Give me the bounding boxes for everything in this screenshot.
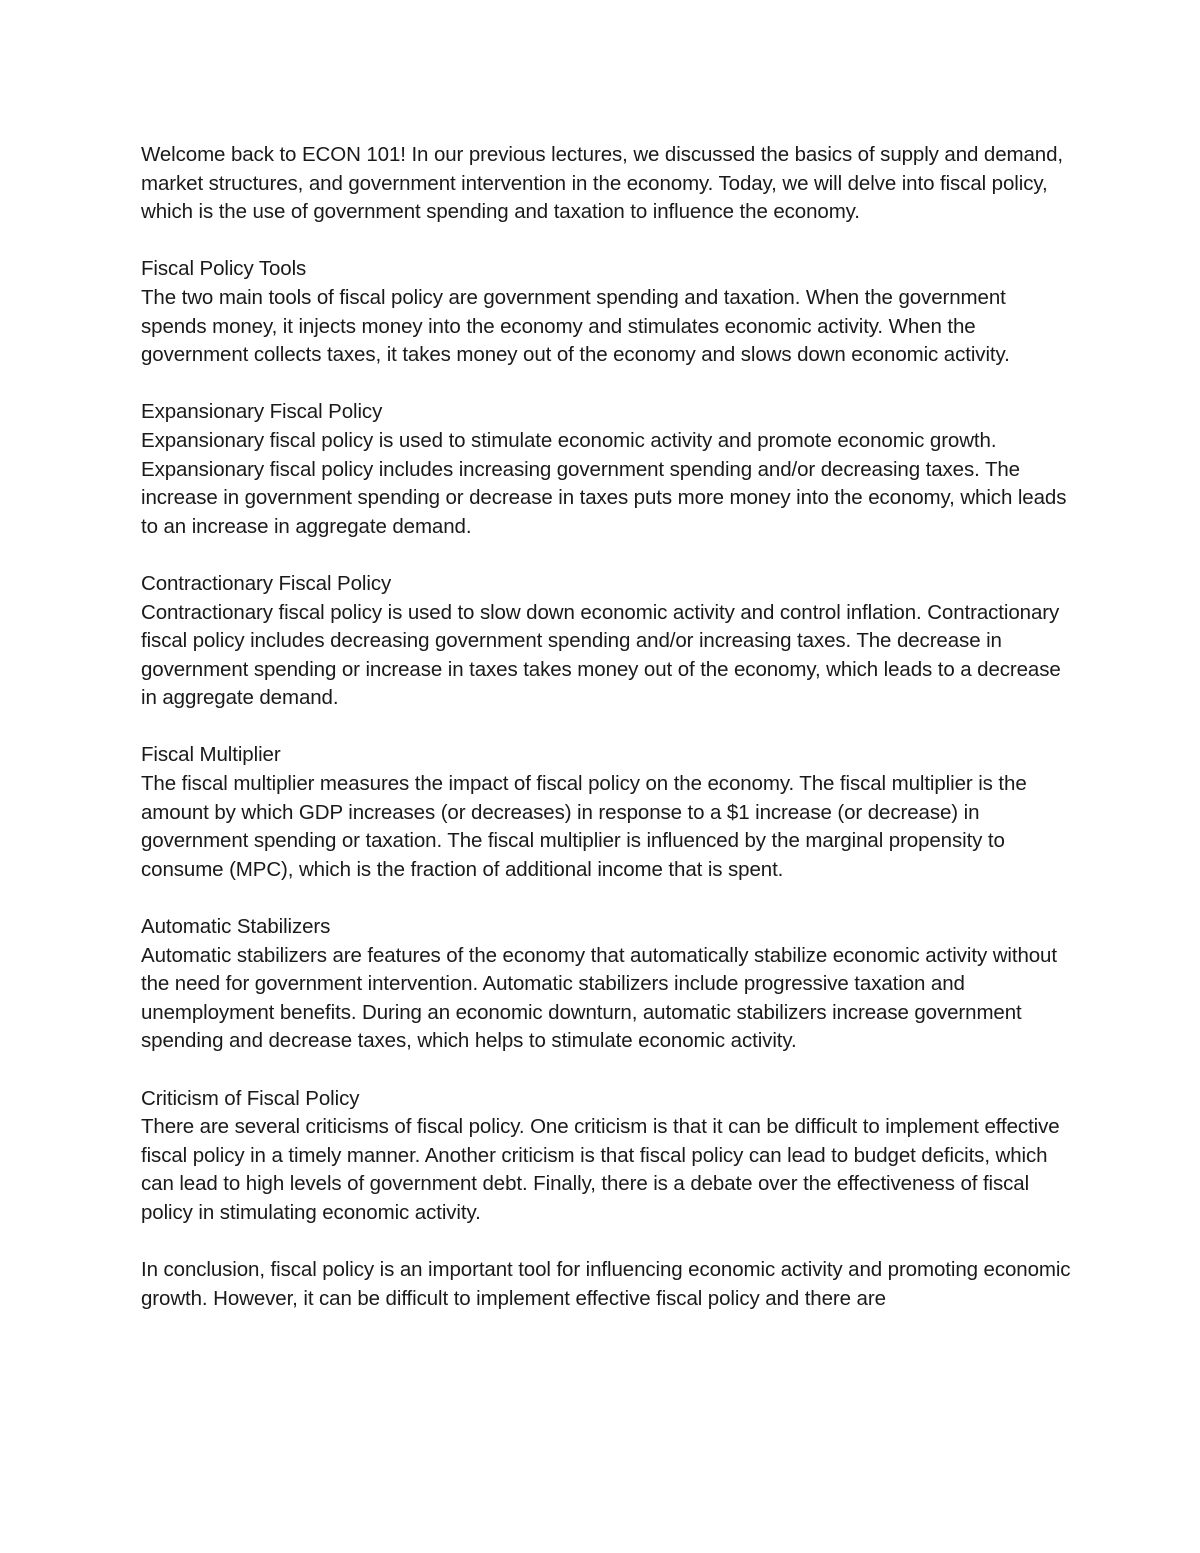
section-automatic-stabilizers — [141, 913, 1071, 1056]
section-criticism-of-fiscal-policy — [141, 1085, 1071, 1228]
section-heading: Fiscal Policy Tools — [141, 257, 307, 281]
section-contractionary-fiscal-policy — [141, 570, 1071, 713]
section-body: There are several criticisms of fiscal policy. One criticism is that it can be difficult to implement effective fiscal policy in a timely manner. Another criticism is that fiscal policy can lead to budget deficits, which can lead to high levels of government debt. Finally, there is a debate over the effectiveness of fiscal policy in stimulating economic activity. — [141, 1115, 1060, 1224]
section-fiscal-policy-tools — [141, 255, 1071, 369]
section-body: Contractionary fiscal policy is used to slow down economic activity and control inflation. Contractionary fiscal policy includes decreasing government spending and/or increasing taxes. The decrease in government spending or increase in taxes takes money out of the economy, which leads to a decrease in aggregate demand. — [141, 600, 1061, 710]
conclusion-paragraph: In conclusion, fiscal policy is an important tool for influencing economic activity and promoting economic growth. However, it can be difficult to implement effective fiscal policy and there are — [141, 1258, 1071, 1310]
section-heading: Criticism of Fiscal Policy — [141, 1086, 360, 1110]
intro-paragraph: Welcome back to ECON 101! In our previous lectures, we discussed the basics of supply and demand, market structures, and government intervention in the economy. Today, we will delve into fiscal policy, which is the use of government spending and taxation to influence the economy. — [141, 143, 1064, 224]
section-heading: Expansionary Fiscal Policy — [141, 400, 383, 424]
section-body: Automatic stabilizers are features of the economy that automatically stabilize economic activity without the need for government intervention. Automatic stabilizers include progressive taxation and unemployment benefits. During an economic downturn, automatic stabilizers increase government spending and decrease taxes, which helps to stimulate economic activity. — [141, 943, 1057, 1053]
section-heading: Contractionary Fiscal Policy — [141, 571, 392, 595]
section-heading: Automatic Stabilizers — [141, 915, 331, 939]
section-body: The fiscal multiplier measures the impact of fiscal policy on the economy. The fiscal multiplier is the amount by which GDP increases (or decreases) in response to a $1 increase (or decrease) in government spending or taxation. The fiscal multiplier is influenced by the marginal propensity to consume (MPC), which is the fraction of additional income that is spent. — [141, 772, 1027, 881]
section-fiscal-multiplier — [141, 741, 1071, 884]
document-page — [141, 141, 1071, 1342]
section-expansionary-fiscal-policy — [141, 398, 1071, 541]
section-body: The two main tools of fiscal policy are government spending and taxation. When the government spends money, it injects money into the economy and stimulates economic activity. When the government collects taxes, it takes money out of the economy and slows down economic activity. — [141, 285, 1010, 367]
section-heading: Fiscal Multiplier — [141, 743, 281, 767]
section-body: Expansionary fiscal policy is used to stimulate economic activity and promote economic growth. Expansionary fiscal policy includes increasing government spending and/or decreasing taxes. The increase in government spending or decrease in taxes puts more money into the economy, which leads to an increase in aggregate demand. — [141, 428, 1067, 538]
